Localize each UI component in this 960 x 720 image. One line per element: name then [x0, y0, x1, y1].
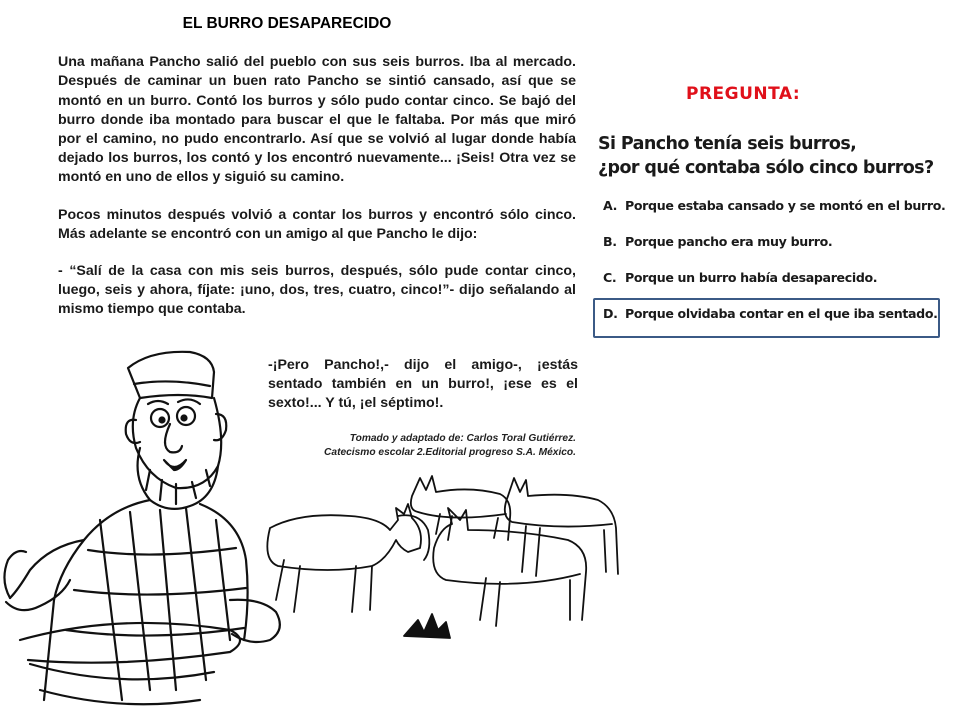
story-section — [58, 14, 576, 320]
question-line-2: ¿por qué contaba sólo cinco burros? — [598, 158, 934, 178]
credit-line-1: Tomado y adaptado de: Carlos Toral Gutiérrez. — [349, 433, 576, 444]
option-text: Porque estaba cansado y se montó en el burro. — [625, 198, 946, 213]
question-text — [598, 132, 953, 180]
donkeys-group — [267, 476, 618, 638]
option-letter: D. — [603, 306, 618, 321]
question-heading: PREGUNTA: — [686, 84, 801, 104]
option-b[interactable] — [603, 232, 955, 268]
story-paragraph-1: Una mañana Pancho salió del pueblo con sus seis burros. Iba al mercado. Después de caminar un buen rato Pancho se sintió cansado, así que se montó en un burro. Contó los burros y sólo pudo contar cinco. Se bajó del burro donde iba montado para buscar el que le faltaba. Por más que miró por el camino, no pudo encontrarlo. Así que se volvió al lugar donde había dejado los burros, los contó y los encontró nuevamente... ¡Seis! Otra vez se montó en uno de ellos y siguió su camino. — [58, 54, 576, 186]
pancho-figure — [4, 352, 279, 704]
option-letter: A. — [603, 198, 618, 213]
option-letter: C. — [603, 270, 617, 285]
option-text: Porque pancho era muy burro. — [625, 234, 833, 249]
question-line-1: Si Pancho tenía seis burros, — [598, 134, 857, 154]
option-a[interactable] — [603, 196, 955, 232]
story-paragraph-3: - “Salí de la casa con mis seis burros, después, sólo pude contar cinco, luego, seis y ahora, fíjate: ¡uno, dos, tres, cuatro, cinco!”- dijo señalando al mismo tiempo que contaba. — [58, 263, 576, 318]
story-title: EL BURRO DESAPARECIDO — [182, 15, 392, 32]
source-credit — [280, 432, 576, 460]
option-text: Porque un burro había desaparecido. — [625, 270, 878, 285]
credit-line-2: Catecismo escolar 2.Editorial progreso S.A. México. — [324, 447, 576, 458]
option-text: Porque olvidaba contar en el que iba sentado. — [625, 306, 938, 321]
story-paragraph-4: -¡Pero Pancho!,- dijo el amigo-, ¡estás sentado también en un burro!, ¡ese es el sexto!... Y tú, ¡el séptimo!. — [268, 357, 578, 412]
option-letter: B. — [603, 234, 617, 249]
story-paragraph-2: Pocos minutos después volvió a contar los burros y encontró sólo cinco. Más adelante se encontró con un amigo al que Pancho le dijo: — [58, 206, 576, 242]
selected-answer-highlight — [593, 298, 940, 338]
